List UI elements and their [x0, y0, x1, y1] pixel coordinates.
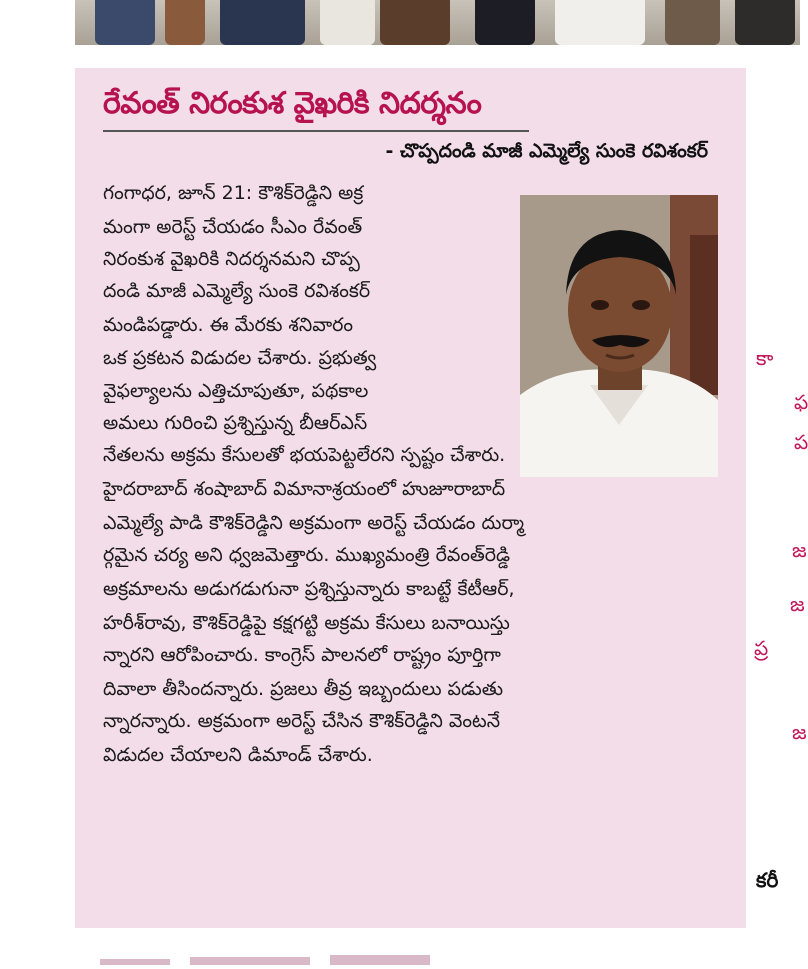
news-article	[75, 68, 746, 928]
photo-figure	[380, 0, 450, 45]
photo-figure	[555, 0, 645, 45]
adjacent-text-fragment: ప	[794, 430, 808, 454]
adjacent-text-fragment: ఫ	[794, 390, 808, 414]
adjacent-text-fragment: కా	[756, 346, 774, 370]
article-body-line: న్నారని ఆరోపించారు. కాంగ్రెస్ పాలనలో రాష్ట్రం పూర్తిగా	[103, 644, 501, 666]
portrait-photo	[520, 195, 718, 477]
article-body-line: అమలు గురించి ప్రశ్నిస్తున్న బీఆర్ఎస్	[103, 412, 368, 434]
article-headline: రేవంత్ నిరంకుశ వైఖరికి నిదర్శనం	[103, 86, 482, 121]
article-body-line: అక్రమాలను అడుగడుగునా ప్రశ్నిస్తున్నారు కాబట్టే కేటీఆర్,	[103, 578, 515, 600]
article-body-line: నేతలను అక్రమ కేసులతో భయపెట్టలేరని స్పష్టం చేశారు.	[103, 444, 506, 466]
article-body-line: న్నారన్నారు. అక్రమంగా అరెస్ట్ చేసిన కౌశిక్‌రెడ్డిని వెంటనే	[103, 710, 501, 732]
next-headline-fragment	[100, 950, 440, 962]
adjacent-column	[746, 68, 808, 962]
article-body-line: విడుదల చేయాలని డిమాండ్ చేశారు.	[103, 744, 373, 766]
adjacent-text-fragment: ప్ర	[754, 636, 769, 660]
portrait-illustration	[520, 195, 718, 477]
article-body-line: హరీశ్‌రావు, కౌశిక్‌రెడ్డిపై కక్షగట్టి అక్రమ కేసులు బనాయిస్తు	[103, 612, 510, 634]
top-photo-strip	[75, 0, 800, 45]
adjacent-text-fragment: జ	[792, 720, 807, 744]
photo-figure	[735, 0, 795, 45]
next-headline-shape	[100, 953, 440, 965]
adjacent-text-fragment: జ	[792, 538, 807, 562]
photo-figure	[95, 0, 155, 45]
adjacent-text-fragment: జ	[790, 592, 805, 616]
photo-figure	[475, 0, 535, 45]
photo-figure	[165, 0, 205, 45]
article-body-line: ఒక ప్రకటన విడుదల చేశారు. ప్రభుత్వ	[103, 347, 377, 369]
article-body-line: నిరంకుశ వైఖరికి నిదర్శనమని చొప్ప	[103, 248, 360, 270]
headline-underline	[103, 130, 529, 132]
article-body-line: వైఫల్యాలను ఎత్తిచూపుతూ, పథకాల	[103, 380, 369, 402]
article-body-line: దండి మాజీ ఎమ్మెల్యే సుంకె రవిశంకర్	[103, 280, 371, 302]
article-body-line: ర్గమైన చర్య అని ధ్వజమెత్తారు. ముఖ్యమంత్రి రేవంత్‌రెడ్డి	[103, 544, 511, 566]
article-body-line: హైదరాబాద్ శంషాబాద్ విమానాశ్రయంలో హుజూరాబాద్	[103, 478, 506, 500]
article-body-line: మండిపడ్డారు. ఈ మేరకు శనివారం	[103, 314, 354, 336]
article-byline: - చొప్పదండి మాజీ ఎమ్మెల్యే సుంకె రవిశంకర్	[385, 140, 708, 162]
article-body-line: గంగాధర, జూన్ 21: కౌశిక్‌రెడ్డిని అక్ర	[103, 182, 364, 204]
article-body-line: ఎమ్మెల్యే పాడి కౌశిక్‌రెడ్డిని అక్రమంగా అరెస్ట్ చేయడం దుర్మా	[103, 512, 525, 534]
photo-figure	[220, 0, 305, 45]
article-body-line: మంగా అరెస్ట్ చేయడం సీఎం రేవంత్	[103, 216, 363, 238]
article-body-line: దివాలా తీసిందన్నారు. ప్రజలు తీవ్ర ఇబ్బందులు పడుతు	[103, 678, 504, 700]
photo-figure	[665, 0, 720, 45]
photo-figure	[320, 0, 375, 45]
adjacent-text-fragment: కరీ	[756, 868, 779, 892]
